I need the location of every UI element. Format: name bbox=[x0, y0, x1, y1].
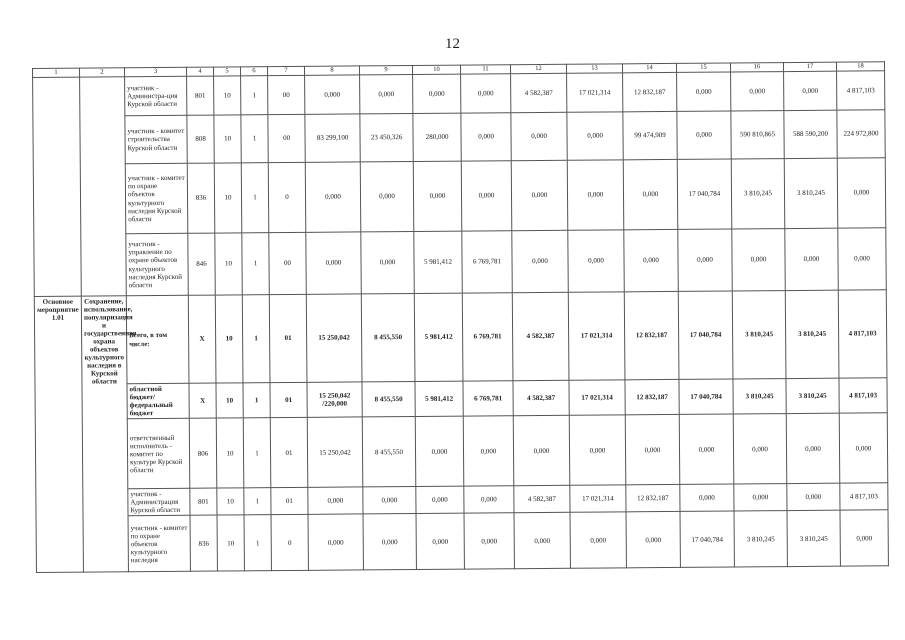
code-cell: 10 bbox=[215, 295, 243, 383]
amount-cell: 0,000 bbox=[464, 486, 514, 514]
amount-cell: 4 817,103 bbox=[838, 290, 887, 378]
amount-cell: 3 810,245 bbox=[734, 511, 787, 567]
column-header: 10 bbox=[412, 65, 460, 74]
code-cell: 0 bbox=[271, 515, 308, 571]
code-cell: X bbox=[189, 383, 216, 418]
column-header: 6 bbox=[240, 67, 267, 76]
code-cell: 1 bbox=[241, 163, 269, 233]
amount-cell: 0,000 bbox=[784, 71, 837, 110]
amount-cell: 0,000 bbox=[514, 513, 570, 569]
code-cell: 836 bbox=[190, 515, 217, 571]
column-header: 13 bbox=[566, 64, 622, 73]
amount-cell: 99 474,909 bbox=[623, 111, 677, 159]
amount-cell: 0,000 bbox=[305, 162, 361, 232]
amount-cell: 17 021,314 bbox=[570, 485, 626, 513]
code-cell: 1 bbox=[242, 295, 270, 383]
column-header: 7 bbox=[267, 66, 304, 75]
column-header: 2 bbox=[80, 68, 125, 77]
activity-name-cell: Сохранение, использование, популяризация и государственная охрана объектов культурного наследия в Курской области bbox=[81, 296, 128, 573]
code-cell: 801 bbox=[190, 488, 217, 515]
amount-cell: 23 450,326 bbox=[360, 114, 413, 162]
amount-cell: 3 810,245 bbox=[785, 290, 839, 378]
column-header: 17 bbox=[783, 62, 836, 71]
column-header: 5 bbox=[213, 67, 240, 76]
amount-cell: 0,000 bbox=[512, 230, 568, 292]
column-header: 4 bbox=[186, 67, 213, 76]
amount-cell: 0,000 bbox=[461, 113, 511, 161]
amount-cell: 0,000 bbox=[415, 416, 464, 486]
code-cell: 10 bbox=[214, 115, 241, 163]
amount-cell: 0,000 bbox=[568, 230, 624, 292]
amount-cell: 0,000 bbox=[413, 161, 462, 231]
amount-cell: 0,000 bbox=[511, 112, 567, 160]
amount-cell: 15 250,042 /220,000 bbox=[307, 382, 362, 418]
code-cell: 1 bbox=[241, 115, 268, 163]
participant-cell: участник - комитет по охране объектов культурного наследия bbox=[128, 516, 190, 572]
amount-cell: 15 250,042 bbox=[306, 294, 362, 382]
column-header: 14 bbox=[622, 63, 676, 72]
amount-cell: 4 582,387 bbox=[513, 380, 569, 416]
column-header: 11 bbox=[460, 65, 510, 74]
code-cell: 1 bbox=[244, 515, 271, 571]
amount-cell: 0,000 bbox=[416, 486, 464, 514]
amount-cell: 0,000 bbox=[306, 232, 361, 294]
amount-cell: 6 769,781 bbox=[463, 381, 513, 417]
participant-cell: участник - управление по охране объектов культурного наследия Курской области bbox=[126, 233, 188, 295]
table-row bbox=[34, 290, 887, 385]
amount-cell: 588 590,200 bbox=[784, 110, 837, 158]
amount-cell: 0,000 bbox=[786, 413, 840, 483]
code-cell: 846 bbox=[188, 233, 215, 295]
amount-cell: 0,000 bbox=[363, 487, 416, 515]
amount-cell: 0,000 bbox=[567, 112, 623, 160]
column-header: 9 bbox=[359, 66, 412, 75]
amount-cell: 8 455,550 bbox=[362, 382, 415, 418]
code-cell: 10 bbox=[216, 418, 244, 488]
amount-cell: 0,000 bbox=[363, 514, 416, 570]
amount-cell: 0,000 bbox=[308, 514, 363, 570]
amount-cell: 3 810,245 bbox=[786, 378, 839, 414]
scanned-table-area bbox=[32, 61, 888, 578]
amount-cell: 0,000 bbox=[413, 74, 461, 113]
amount-cell: 0,000 bbox=[734, 484, 787, 512]
amount-cell: 12 832,187 bbox=[623, 72, 677, 111]
amount-cell: 4 582,387 bbox=[511, 73, 567, 112]
table-row bbox=[33, 110, 885, 165]
amount-cell: 6 769,781 bbox=[462, 293, 513, 381]
activity-label-cell: Основное мероприятие 1.01 bbox=[34, 296, 83, 573]
amount-cell: 17 021,314 bbox=[567, 73, 623, 112]
amount-cell: 17 040,784 bbox=[679, 379, 733, 415]
amount-cell: 0,000 bbox=[787, 483, 840, 511]
code-cell: 801 bbox=[187, 76, 214, 115]
table-row bbox=[33, 71, 885, 117]
code-cell: 01 bbox=[270, 418, 308, 488]
code-cell: 10 bbox=[214, 163, 242, 233]
code-cell: 1 bbox=[243, 383, 270, 418]
empty-name-cell bbox=[80, 77, 127, 296]
amount-cell: 0,000 bbox=[464, 513, 514, 569]
amount-cell: 17 040,784 bbox=[678, 291, 733, 379]
amount-cell: 4 817,103 bbox=[840, 483, 888, 511]
code-cell: 1 bbox=[241, 76, 268, 115]
column-header: 18 bbox=[836, 62, 884, 71]
code-cell: 00 bbox=[269, 232, 306, 294]
table-row bbox=[33, 158, 886, 235]
amount-cell: 17 021,314 bbox=[568, 292, 625, 380]
code-cell: X bbox=[188, 295, 216, 383]
table-row bbox=[34, 228, 886, 297]
amount-cell: 4 817,103 bbox=[837, 71, 885, 110]
amount-cell: 0,000 bbox=[461, 161, 512, 231]
column-header: 15 bbox=[676, 63, 730, 72]
participant-cell: участник - Администрация Курской области bbox=[128, 488, 190, 516]
amount-cell: 0,000 bbox=[569, 415, 626, 485]
code-cell: 808 bbox=[187, 115, 214, 163]
code-cell: 10 bbox=[216, 383, 243, 418]
amount-cell: 0,000 bbox=[463, 416, 514, 486]
participant-cell: ответственный исполнитель - комитет по культуре Курской области bbox=[127, 418, 190, 488]
amount-cell: 15 250,042 bbox=[307, 417, 363, 487]
code-cell: 806 bbox=[189, 418, 217, 488]
amount-cell: 0,000 bbox=[677, 72, 731, 111]
code-cell: 10 bbox=[217, 488, 244, 515]
amount-cell: 0,000 bbox=[679, 414, 734, 484]
amount-cell: 17 040,784 bbox=[677, 159, 732, 229]
column-header: 3 bbox=[125, 67, 187, 76]
participant-cell: участник - комитет строительства Курской области bbox=[125, 115, 187, 163]
code-cell: 01 bbox=[269, 294, 307, 382]
amount-cell: 0,000 bbox=[680, 484, 734, 512]
amount-cell: 280,000 bbox=[413, 113, 461, 161]
amount-cell: 4 817,103 bbox=[839, 378, 887, 414]
amount-cell: 0,000 bbox=[624, 229, 678, 291]
participant-cell: участник - Администра-ция Курской области bbox=[125, 76, 187, 115]
column-header: 16 bbox=[730, 63, 783, 72]
participant-cell: участник - комитет по охране объектов культурного наследия Курской области bbox=[125, 163, 188, 233]
column-header: 12 bbox=[510, 64, 566, 73]
amount-cell: 0,000 bbox=[461, 74, 511, 113]
amount-cell: 0,000 bbox=[840, 510, 888, 566]
amount-cell: 6 769,781 bbox=[462, 231, 512, 293]
code-cell: 10 bbox=[215, 233, 242, 295]
amount-cell: 590 810,865 bbox=[731, 111, 784, 159]
amount-cell: 12 832,187 bbox=[626, 485, 680, 513]
column-header: 8 bbox=[304, 66, 359, 75]
amount-cell: 0,000 bbox=[513, 415, 570, 485]
amount-cell: 0,000 bbox=[677, 111, 731, 159]
amount-cell: 0,000 bbox=[732, 229, 785, 291]
amount-cell: 0,000 bbox=[623, 159, 678, 229]
code-cell: 01 bbox=[270, 382, 307, 417]
code-cell: 0 bbox=[268, 162, 306, 232]
amount-cell: 17 040,784 bbox=[680, 511, 734, 567]
amount-cell: 0,000 bbox=[733, 414, 787, 484]
amount-cell: 0,000 bbox=[360, 75, 413, 114]
code-cell: 1 bbox=[243, 418, 271, 488]
code-cell: 1 bbox=[244, 488, 271, 515]
amount-cell: 5 981,412 bbox=[414, 231, 462, 293]
amount-cell: 0,000 bbox=[416, 513, 464, 569]
amount-cell: 0,000 bbox=[305, 75, 360, 114]
amount-cell: 4 582,387 bbox=[512, 292, 569, 380]
amount-cell: 12 832,187 bbox=[625, 379, 679, 415]
amount-cell: 17 021,314 bbox=[569, 380, 625, 416]
amount-cell: 3 810,245 bbox=[733, 379, 786, 415]
amount-cell: 0,000 bbox=[731, 72, 784, 111]
amount-cell: 0,000 bbox=[625, 415, 680, 485]
budget-table bbox=[32, 61, 889, 573]
amount-cell: 0,000 bbox=[567, 160, 624, 230]
code-cell: 01 bbox=[271, 488, 308, 515]
column-header: 1 bbox=[33, 68, 80, 77]
table-row bbox=[35, 413, 888, 490]
code-cell: 10 bbox=[217, 515, 244, 571]
amount-cell: 8 455,550 bbox=[361, 294, 415, 382]
amount-cell: 0,000 bbox=[360, 162, 414, 232]
amount-cell: 8 455,550 bbox=[362, 417, 416, 487]
code-cell: 1 bbox=[242, 233, 269, 295]
amount-cell: 224 972,800 bbox=[837, 110, 885, 158]
amount-cell: 0,000 bbox=[839, 413, 888, 483]
amount-cell: 0,000 bbox=[308, 487, 363, 515]
amount-cell: 0,000 bbox=[626, 512, 680, 568]
empty-activity-cell bbox=[33, 77, 82, 296]
amount-cell: 5 981,412 bbox=[415, 381, 463, 417]
amount-cell: 83 299,100 bbox=[305, 114, 360, 162]
amount-cell: 4 582,387 bbox=[514, 485, 570, 513]
participant-cell: Всего, в том числе: bbox=[126, 295, 189, 383]
amount-cell: 3 810,245 bbox=[787, 510, 840, 566]
amount-cell: 3 810,245 bbox=[731, 159, 785, 229]
table-row bbox=[36, 510, 888, 573]
participant-cell: областной бюджет/ федеральный бюджет bbox=[127, 383, 189, 419]
amount-cell: 3 810,245 bbox=[732, 291, 786, 379]
amount-cell: 0,000 bbox=[838, 228, 886, 290]
amount-cell: 0,000 bbox=[785, 228, 838, 290]
amount-cell: 5 981,412 bbox=[414, 293, 463, 381]
amount-cell: 0,000 bbox=[837, 158, 886, 228]
page-number: 12 bbox=[445, 36, 460, 52]
amount-cell: 3 810,245 bbox=[784, 158, 838, 228]
amount-cell: 12 832,187 bbox=[624, 291, 679, 379]
amount-cell: 0,000 bbox=[678, 229, 732, 291]
code-cell: 10 bbox=[214, 76, 241, 115]
amount-cell: 0,000 bbox=[570, 512, 626, 568]
code-cell: 00 bbox=[268, 114, 305, 162]
amount-cell: 0,000 bbox=[361, 232, 414, 294]
amount-cell: 0,000 bbox=[511, 160, 568, 230]
code-cell: 836 bbox=[187, 163, 215, 233]
code-cell: 00 bbox=[268, 75, 305, 114]
